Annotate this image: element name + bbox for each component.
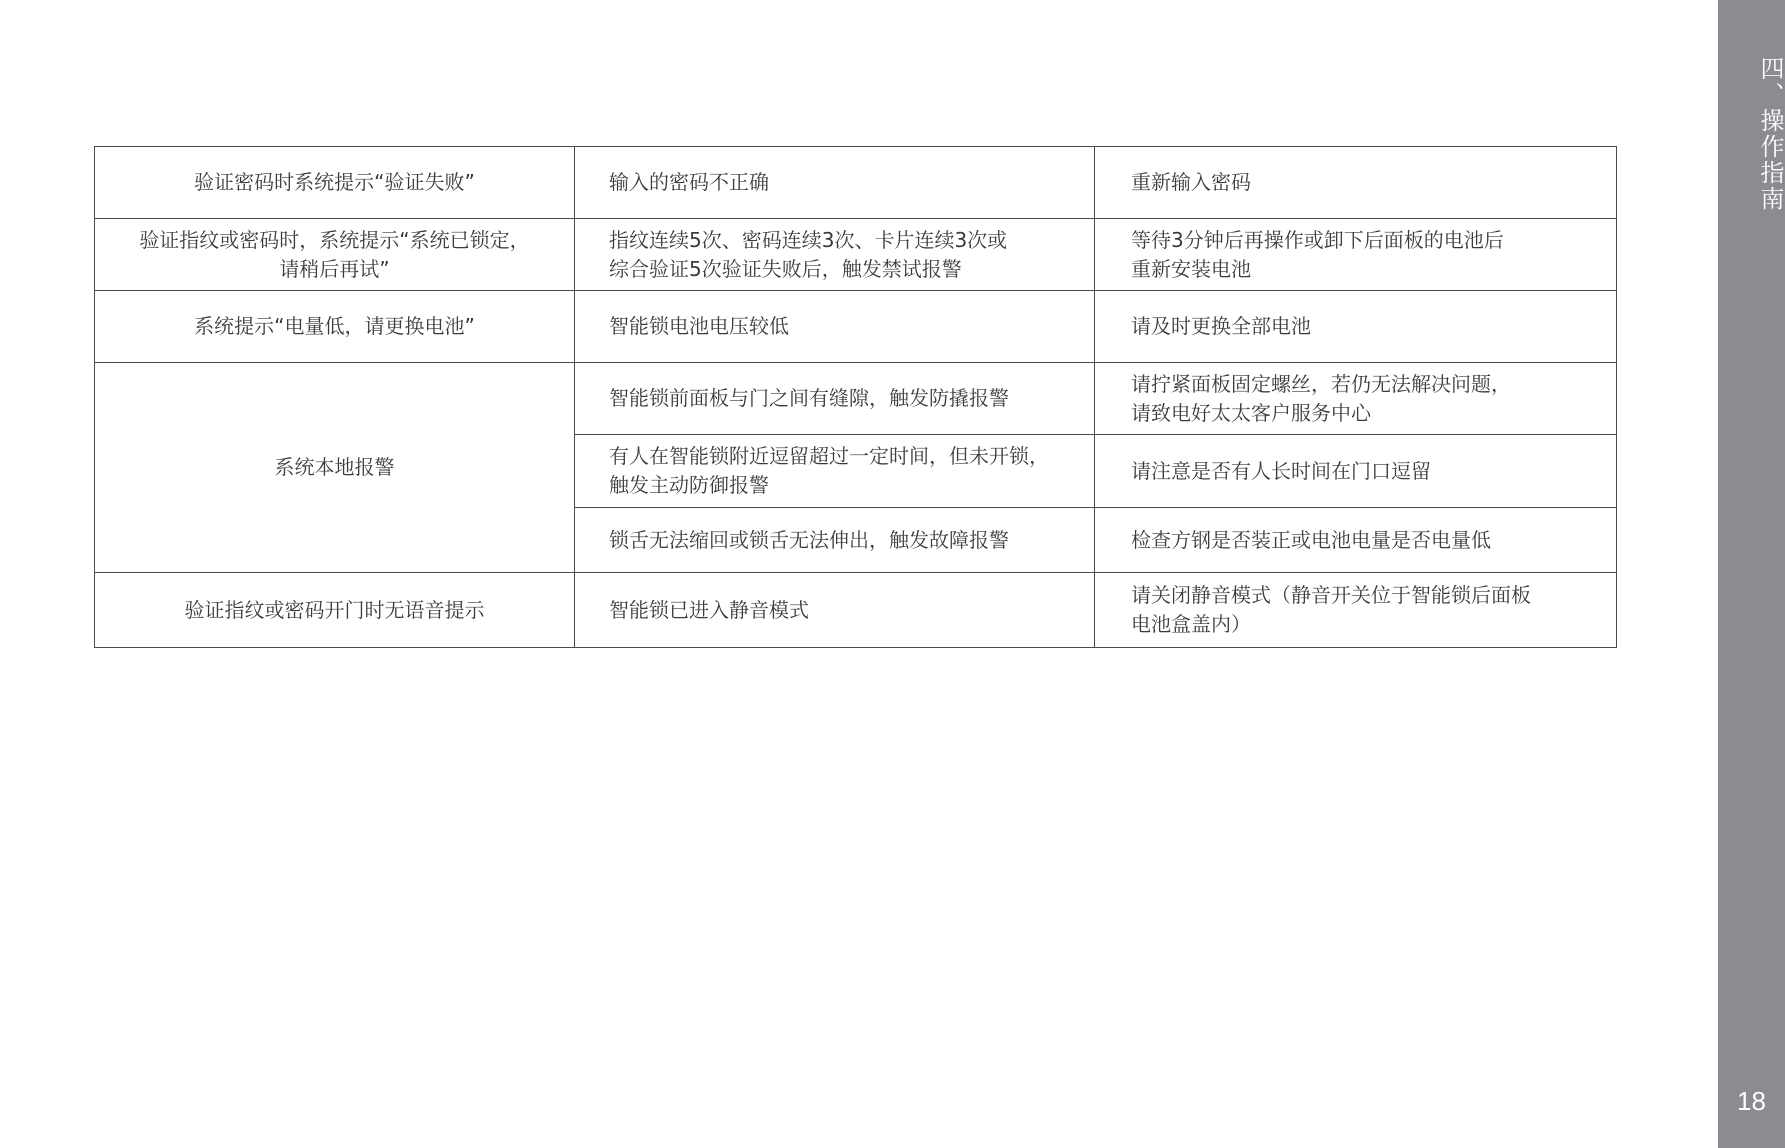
cell-text: 等待3分钟后再操作或卸下后面板的电池后 [1131,227,1504,252]
cause-cell [575,363,1095,435]
cell-text: 请稍后再试” [279,256,390,281]
cell-text: 请拧紧面板固定螺丝，若仍无法解决问题， [1131,371,1511,396]
cause-cell [575,435,1095,508]
solution-cell [1095,291,1617,363]
solution-cell [1095,435,1617,508]
cell-text: 验证指纹或密码时，系统提示“系统已锁定， [139,227,530,252]
table-row [95,363,1617,435]
cell-text: 智能锁已进入静音模式 [609,597,809,622]
solution-cell [1095,508,1617,573]
cell-text: 系统本地报警 [274,455,395,479]
cell-text: 电池盒盖内） [1131,612,1251,636]
cause-cell [575,147,1095,219]
cell-text: 重新安装电池 [1131,256,1251,281]
cell-text: 智能锁电池电压较低 [609,314,789,338]
cause-cell [575,291,1095,363]
table-row [95,147,1617,219]
page-number: 18 [1737,1086,1766,1116]
cell-text: 重新输入密码 [1131,170,1251,194]
cell-text: 系统提示“电量低，请更换电池” [194,314,475,338]
cell-text: 锁舌无法缩回或锁舌无法伸出，触发故障报警 [609,527,1009,552]
cause-cell [575,573,1095,648]
solution-cell [1095,219,1617,291]
cell-text: 请关闭静音模式（静音开关位于智能锁后面板 [1131,583,1531,607]
section-title: 四、操作指南 [1756,56,1784,212]
problem-cell [95,573,575,648]
cause-cell [575,508,1095,573]
cell-text: 有人在智能锁附近逗留超过一定时间，但未开锁， [609,444,1049,468]
problem-cell [95,363,575,573]
cell-text: 指纹连续5次、密码连续3次、卡片连续3次或 [609,227,1008,252]
table-row [95,291,1617,363]
solution-cell [1095,147,1617,219]
cell-text: 请注意是否有人长时间在门口逗留 [1131,458,1431,483]
cell-text: 请致电好太太客户服务中心 [1131,400,1371,425]
solution-cell [1095,573,1617,648]
table-row [95,573,1617,648]
cell-text: 检查方钢是否装正或电池电量是否电量低 [1131,527,1491,552]
problem-cell [95,219,575,291]
cell-text: 触发主动防御报警 [609,473,769,497]
cell-text: 验证指纹或密码开门时无语音提示 [184,597,485,622]
cell-text: 综合验证5次验证失败后，触发禁试报警 [609,256,962,281]
cell-text: 智能锁前面板与门之间有缝隙，触发防撬报警 [609,386,1009,410]
table-row [95,219,1617,291]
troubleshooting-table [94,146,1617,648]
problem-cell [95,291,575,363]
cell-text: 输入的密码不正确 [609,170,769,194]
chapter-sidebar [1718,0,1785,1148]
solution-cell [1095,363,1617,435]
problem-cell [95,147,575,219]
cell-text: 请及时更换全部电池 [1131,314,1311,338]
cell-text: 验证密码时系统提示“验证失败” [194,170,475,194]
cause-cell [575,219,1095,291]
